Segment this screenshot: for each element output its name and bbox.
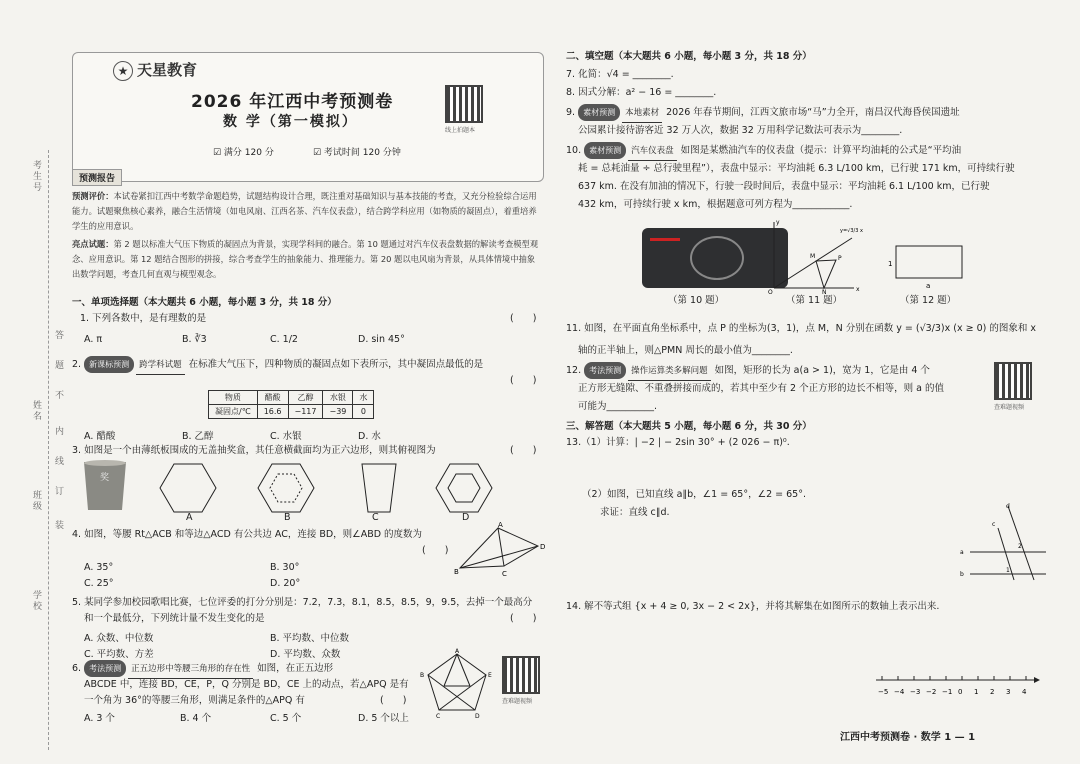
- q3-option-d[interactable]: D: [462, 512, 470, 523]
- gauge-bar: [650, 238, 680, 241]
- svg-text:C: C: [502, 570, 507, 578]
- page-footer: 江西中考预测卷 · 数学 1 — 1: [840, 732, 976, 743]
- answer-bracket[interactable]: ( ): [510, 313, 537, 324]
- prediction-report: [72, 166, 542, 282]
- binding-strip: [8, 150, 63, 750]
- left-column: [62, 48, 552, 758]
- q11-line2: 轴的正半轴上，则△PMN 周长的最小值为________.: [578, 345, 793, 356]
- q10-tag: 素材预测: [584, 142, 626, 159]
- q5-option-a[interactable]: A. 众数、中位数: [84, 633, 154, 644]
- svg-text:N: N: [822, 289, 827, 294]
- tick-label: 3: [1006, 688, 1011, 696]
- exam-header: [72, 52, 544, 182]
- q6-stem-line1: 6. 考法预测 正五边形中等腰三角形的存在性 如图，在正五边形: [72, 660, 333, 679]
- option-d-hexagon-inner: [448, 474, 480, 502]
- table-cell: 16.6: [257, 405, 288, 419]
- option-b-hexagon-outer: [258, 464, 314, 512]
- exam-subtitle: 数 学（第一模拟）: [223, 114, 358, 130]
- q4-figure: [454, 522, 550, 582]
- qr-code-icon[interactable]: [502, 656, 540, 694]
- qr-caption: 查难题视频: [994, 404, 1025, 411]
- svg-text:d: d: [1006, 503, 1010, 510]
- svg-text:b: b: [960, 571, 964, 578]
- table-row: [209, 405, 374, 419]
- right-column: [560, 48, 1070, 758]
- answer-bracket[interactable]: ( ): [510, 613, 537, 624]
- q9-tag: 素材预测: [578, 104, 620, 121]
- q6-tag2: 正五边形中等腰三角形的存在性: [128, 661, 253, 679]
- eval-text: 本试卷紧扣江西中考数学命题趋势，试题结构设计合理，既注重对基础知识与基本技能的考查，又充分检验综合运用能力。试题聚焦核心素养，融合生活情境（如电风扇、江西名茶、汽车仪表盘），结合跨学科应用（如物质的凝固点），着重培养学生的应用意识。: [72, 191, 537, 231]
- option-c-trapezoid: [362, 464, 396, 512]
- brand-logo-icon: ★: [113, 61, 133, 81]
- answer-bracket[interactable]: ( ): [422, 545, 449, 556]
- svg-text:a: a: [960, 549, 964, 556]
- section-1-heading: 一、单项选择题（本大题共 6 小题，每小题 3 分，共 18 分）: [72, 297, 337, 308]
- answer-bracket[interactable]: ( ): [510, 375, 537, 386]
- svg-text:O: O: [768, 289, 773, 294]
- tick-label: 4: [1022, 688, 1027, 696]
- report-eval: [72, 189, 542, 234]
- cut-word: 内: [53, 426, 63, 437]
- q4-option-d[interactable]: D. 20°: [270, 578, 301, 589]
- q10-line1: 10. 素材预测 汽车仪表盘 如图是某燃油汽车的仪表盘（提示：计算平均油耗的公式是“平均油: [566, 142, 961, 161]
- q6-option-b[interactable]: B. 4 个: [180, 713, 212, 724]
- label-name: 姓名: [31, 400, 41, 422]
- q3-option-b[interactable]: B: [284, 512, 291, 523]
- exam-time: ☑ 考试时间 120 分钟: [313, 148, 401, 158]
- q9-text1: 2026 年春节期间，江西文旅市场“马”力全开，南昌汉代海昏侯国遗址: [666, 107, 960, 118]
- highlight-label: 亮点试题：: [72, 239, 114, 249]
- q9-line2: 公园累计接待游客近 32 万人次，数据 32 万用科学记数法可表示为________.: [578, 125, 903, 136]
- tick-label: −1: [942, 688, 953, 696]
- q10-line2: 耗 = 总耗油量 ÷ 总行驶里程”），表盘中显示：平均油耗 6.3 L/100 km，已行驶 171 km，可持续行驶: [578, 163, 1015, 174]
- svg-text:y=√3/3 x: y=√3/3 x: [840, 228, 863, 234]
- svg-text:x: x: [856, 286, 860, 293]
- q3-option-c[interactable]: C: [372, 512, 379, 523]
- table-cell: 乙醇: [288, 391, 323, 405]
- fig11-caption: （第 11 题）: [786, 295, 843, 306]
- exam-title: 2026 年江西中考预测卷: [191, 92, 394, 112]
- tick-label: −3: [910, 688, 921, 696]
- q2-tag2: 跨学科试题: [136, 357, 185, 375]
- table-cell: −117: [288, 405, 323, 419]
- qr-code-icon[interactable]: [994, 362, 1032, 400]
- table-cell: 物质: [209, 391, 258, 405]
- svg-text:D: D: [540, 543, 546, 551]
- label-school: 学校: [31, 590, 41, 612]
- q6-option-a[interactable]: A. 3 个: [84, 713, 115, 724]
- q1-stem: 1. 下列各数中，是有理数的是: [80, 313, 207, 324]
- highlight-text: 第 2 题以标准大气压下物质的凝固点为背景，实现学科间的融合。第 10 题通过对汽车仪表盘数据的解读考查模型观念、应用意识。第 12 题结合图形的拼接，综合考查学生的抽象能力、推理能力。第 20 题以电风扇为背景，从具体情境中抽象出数学问题，考查几何直观与模型观念。: [72, 239, 539, 279]
- option-a-hexagon: [160, 464, 216, 512]
- section-3-heading: 三、解答题（本大题共 5 小题，每小题 6 分，共 30 分）: [566, 421, 812, 432]
- svg-text:E: E: [488, 672, 492, 679]
- q12-line3: 可能为__________.: [578, 401, 658, 412]
- table-cell: 醋酸: [257, 391, 288, 405]
- qr-caption: 线上拍题本: [445, 127, 476, 134]
- q12-rectangle-figure: [884, 244, 974, 294]
- qr-code-icon[interactable]: [445, 85, 483, 123]
- q4-option-c[interactable]: C. 25°: [84, 578, 114, 589]
- q4-option-a[interactable]: A. 35°: [84, 562, 114, 573]
- q5-option-b[interactable]: B. 平均数、中位数: [270, 633, 350, 644]
- q13-part2: （2）如图，已知直线 a∥b，∠1 = 65°，∠2 = 65°.: [582, 489, 806, 500]
- number-line: [870, 670, 1040, 700]
- q6-text1: 如图，在正五边形: [257, 663, 334, 674]
- svg-text:1: 1: [1006, 567, 1010, 574]
- label-exam-number: 考生号: [31, 160, 41, 193]
- cut-word: 题: [53, 360, 63, 371]
- q3-stem: 3. 如图是一个由薄纸板围成的无盖抽奖盒，其任意横截面均为正六边形，则其俯视图为: [72, 445, 436, 456]
- q1-option-b[interactable]: B. ∛3: [182, 334, 207, 345]
- q2-tag: 新课标预测: [84, 356, 134, 373]
- cut-word: 线: [53, 456, 63, 467]
- full-score: ☑ 满分 120 分: [213, 148, 274, 158]
- svg-text:B: B: [420, 672, 425, 679]
- gauge-icon: [690, 236, 744, 280]
- svg-text:C: C: [436, 713, 441, 718]
- q5-option-d[interactable]: D. 平均数、众数: [270, 649, 341, 660]
- svg-text:M: M: [810, 253, 816, 260]
- q9-tag2: 本地素材: [622, 105, 662, 123]
- q3-option-a[interactable]: A: [186, 512, 193, 523]
- q5-stem-line2: 和一个最低分，下列统计量不发生变化的是: [84, 613, 265, 624]
- svg-text:2: 2: [1018, 543, 1022, 550]
- cut-word: 装: [53, 520, 63, 531]
- report-highlight: [72, 237, 542, 282]
- cut-word: 答: [53, 330, 63, 341]
- svg-text:1: 1: [888, 260, 893, 268]
- tick-label: 1: [974, 688, 979, 696]
- q3-figures: [76, 458, 546, 522]
- option-b-hexagon-inner: [270, 474, 302, 502]
- q2-stem: 2. 新课标预测 跨学科试题 在标准大气压下，四种物质的凝固点如下表所示，其中凝固点最低的是: [72, 356, 542, 375]
- q13-prove: 求证：直线 c∥d.: [600, 507, 670, 518]
- q8: 8. 因式分解：a² − 16 = ________.: [566, 87, 717, 98]
- cut-line: [48, 150, 49, 750]
- table-cell: −39: [323, 405, 353, 419]
- q10-line3: 637 km. 在没有加油的情况下，行驶一段时间后，表盘中显示：平均油耗 6.1 L/100 km，已行驶: [578, 181, 990, 192]
- q6-option-d[interactable]: D. 5 个以上: [358, 713, 409, 724]
- fig10-caption: （第 10 题）: [668, 295, 725, 306]
- q6-tag: 考法预测: [84, 660, 126, 677]
- brand-name: 天星教育: [137, 61, 198, 79]
- tick-label: 0: [958, 688, 963, 696]
- q6-pentagon-figure: [420, 648, 494, 718]
- q12-tag2: 操作运算类多解问题: [628, 363, 711, 381]
- svg-text:B: B: [454, 568, 459, 576]
- q6-stem-line3: 一个角为 36°的等腰三角形，则满足条件的△APQ 有: [84, 695, 305, 706]
- cut-word: 订: [53, 486, 63, 497]
- q11-line1: 11. 如图，在平面直角坐标系中，点 P 的坐标为(3，1)，点 M，N 分别在函数 y = (√3/3)x (x ≥ 0) 的图象和 x: [566, 323, 1037, 334]
- qr-caption: 查难题视频: [502, 698, 533, 705]
- q13-part1: 13.（1）计算：| −2 | − 2sin 30° + (2 026 − π)⁰.: [566, 437, 790, 448]
- cut-word: 不: [53, 390, 63, 401]
- table-cell: 凝固点/℃: [209, 405, 258, 419]
- svg-text:A: A: [455, 648, 460, 655]
- table-cell: 水银: [323, 391, 353, 405]
- q14-stem: 14. 解不等式组 {x + 4 ≥ 0, 3x − 2 < 2x}，并将其解集在如图所示的数轴上表示出来.: [566, 601, 940, 612]
- q2-option-b[interactable]: B. 乙醇: [182, 431, 214, 442]
- table-cell: 水: [353, 391, 374, 405]
- answer-bracket[interactable]: ( ): [510, 445, 537, 456]
- svg-text:D: D: [475, 713, 480, 718]
- q12-line2: 正方形无缝隙、不重叠拼接而成的，若其中至少有 2 个正方形的边长不相等，则 a 的值: [578, 383, 944, 394]
- svg-text:a: a: [926, 282, 931, 290]
- brand: [113, 59, 197, 81]
- q4-option-b[interactable]: B. 30°: [270, 562, 300, 573]
- q12-text1: 如图，矩形的长为 a(a > 1)，宽为 1，它是由 4 个: [714, 365, 930, 376]
- table-cell: 0: [353, 405, 374, 419]
- answer-bracket[interactable]: ( ): [380, 695, 407, 706]
- table-row: [209, 391, 374, 405]
- q6-option-c[interactable]: C. 5 个: [270, 713, 302, 724]
- q4-stem: 4. 如图，等腰 Rt△ACB 和等边△ACD 有公共边 AC，连接 BD，则∠ABD 的度数为: [72, 529, 423, 540]
- q2-option-d[interactable]: D. 水: [358, 431, 381, 442]
- fig12-caption: （第 12 题）: [900, 295, 957, 306]
- tick-label: −2: [926, 688, 937, 696]
- q6-stem-line2: ABCDE 中，连接 BD，CE，P，Q 分别是 BD，CE 上的动点，若△APQ 是有: [84, 679, 409, 690]
- q9-line1: 9. 素材预测 本地素材 2026 年春节期间，江西文旅市场“马”力全开，南昌汉代海昏侯国遗址: [566, 104, 960, 123]
- q2-table: [208, 390, 374, 419]
- section-2-heading: 二、填空题（本大题共 6 小题，每小题 3 分，共 18 分）: [566, 51, 812, 62]
- q12-line1: 12. 考法预测 操作运算类多解问题 如图，矩形的长为 a(a > 1)，宽为 1，它是由 4 个: [566, 362, 930, 381]
- svg-text:c: c: [992, 521, 996, 528]
- q2-option-c[interactable]: C. 水银: [270, 431, 302, 442]
- tick-label: −4: [894, 688, 905, 696]
- report-tab: 预测报告: [72, 169, 122, 186]
- q11-coordinate-figure: [764, 218, 874, 294]
- tick-label: 2: [990, 688, 995, 696]
- label-class: 班级: [31, 490, 41, 512]
- eval-label: 预测评价：: [72, 191, 114, 201]
- q13-parallel-lines-figure: [958, 502, 1048, 582]
- q10-tag2: 汽车仪表盘: [628, 143, 677, 161]
- tick-label: −5: [878, 688, 889, 696]
- q2-option-a[interactable]: A. 醋酸: [84, 431, 116, 442]
- q10-line4: 432 km，可持续行驶 x km，根据题意可列方程为____________.: [578, 199, 853, 210]
- q12-tag: 考法预测: [584, 362, 626, 379]
- q1-option-a[interactable]: A. π: [84, 334, 103, 345]
- q2-text: 在标准大气压下，四种物质的凝固点如下表所示，其中凝固点最低的是: [188, 359, 484, 370]
- q1-option-d[interactable]: D. sin 45°: [358, 334, 405, 345]
- svg-text:A: A: [498, 522, 503, 529]
- option-d-hexagon-outer: [436, 464, 492, 512]
- q10-text1: 如图是某燃油汽车的仪表盘（提示：计算平均油耗的公式是“平均油: [680, 145, 962, 156]
- q7: 7. 化简：√4 = ________.: [566, 69, 674, 80]
- q5-option-c[interactable]: C. 平均数、方差: [84, 649, 154, 660]
- lottery-box-figure: [84, 460, 126, 510]
- q5-stem-line1: 5. 某同学参加校园歌唱比赛，七位评委的打分分别是：7.2，7.3，8.1，8.5，8.5，9，9.5，去掉一个最高分: [72, 597, 533, 608]
- box-label: 奖: [100, 473, 110, 483]
- svg-text:y: y: [776, 219, 780, 226]
- q1-option-c[interactable]: C. 1/2: [270, 334, 298, 345]
- svg-text:P: P: [838, 255, 842, 262]
